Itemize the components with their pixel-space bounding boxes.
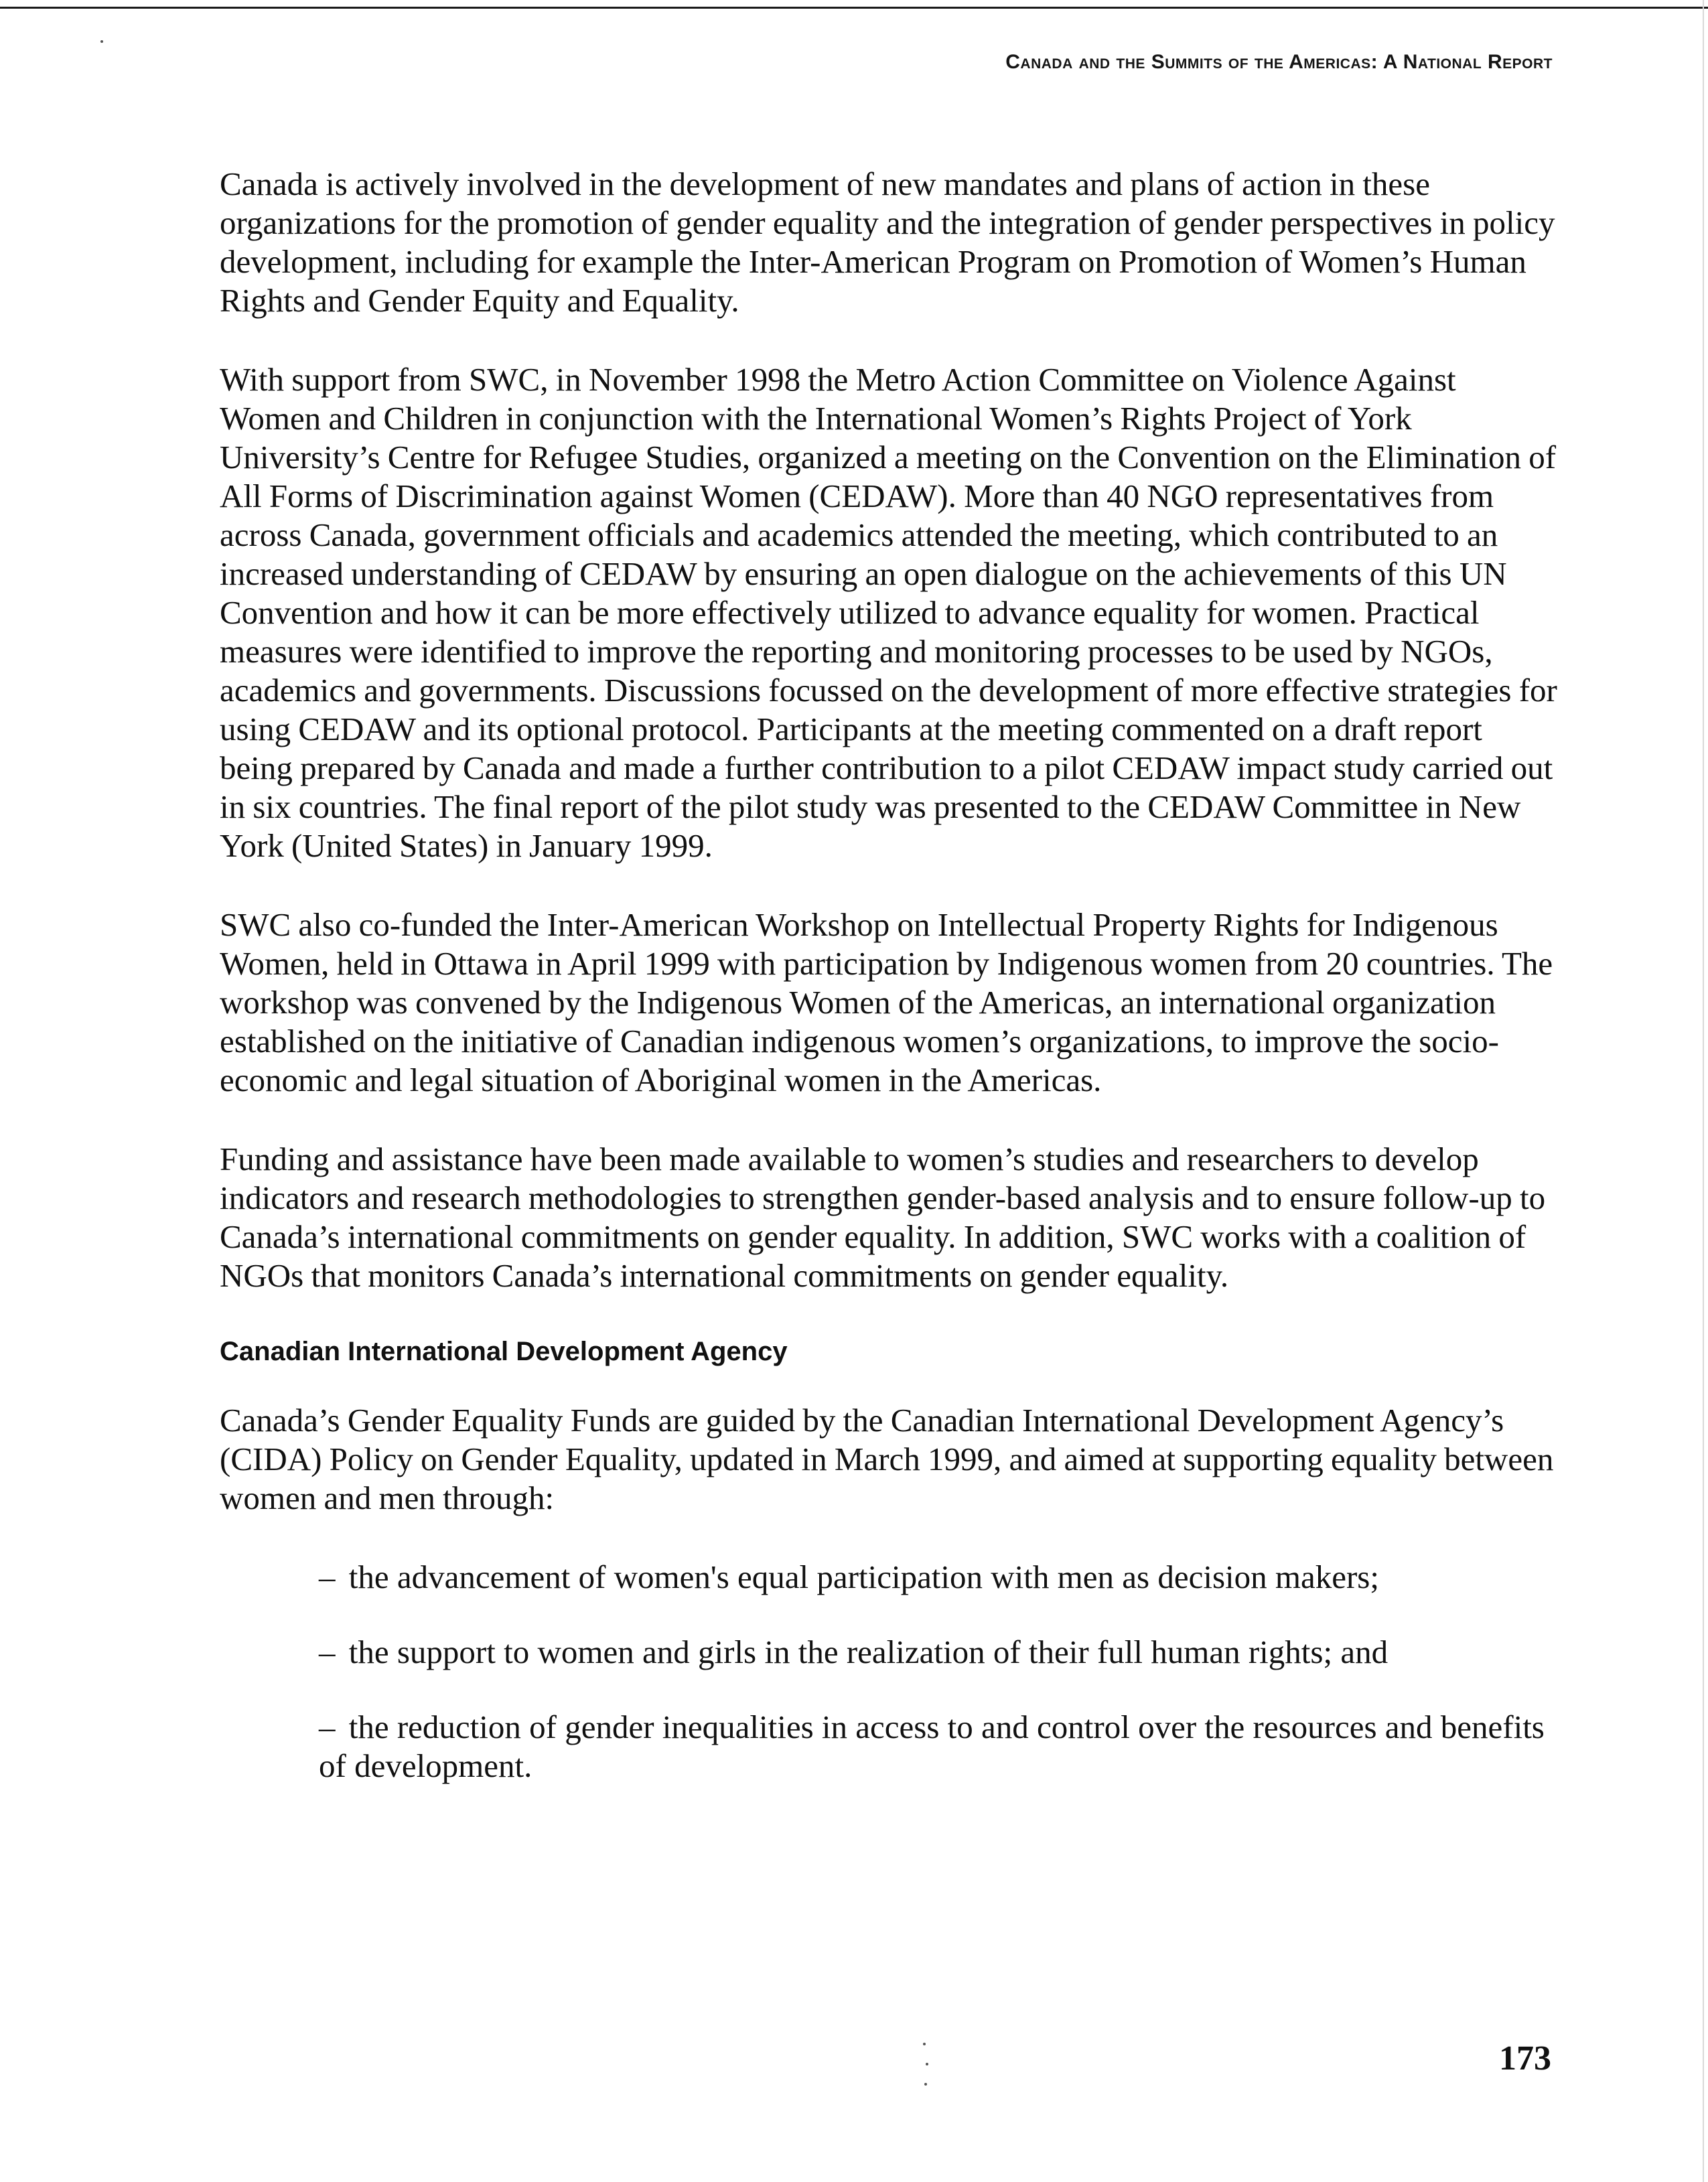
paragraph-indigenous-workshop: SWC also co-funded the Inter-American Workshop on Intellectual Property Rights for Indigenous Women, held in Ottawa in April 1999 with participation by Indigenous women from 20 countries. The workshop was convened by the Indigenous Women of the Americas, an international organization established on the initiative of Canadian indigenous women’s organizations, to improve the socio-economic and legal situation of Aboriginal women in the Americas.: [220, 906, 1553, 1098]
paragraph-gender-mandates: Canada is actively involved in the development of new mandates and plans of action in these organizations for the promotion of gender equality and the integration of gender perspectives in policy development, including for example the Inter-American Program on Promotion of Women’s Human Rights and Gender Equity and Equality.: [220, 165, 1555, 319]
paragraph-cida-intro: Canada’s Gender Equality Funds are guided by the Canadian International Development Agency’s (CIDA) Policy on Gender Equality, updated in March 1999, and aimed at supporting equality between women and men through:: [220, 1402, 1554, 1516]
list-item-text: the reduction of gender inequalities in access to and control over the resources and benefits of development.: [319, 1708, 1545, 1784]
list-item: [319, 1633, 1559, 1672]
page-body: [220, 165, 1559, 1822]
scan-edge: [1703, 0, 1704, 2182]
paragraph-funding-assistance: Funding and assistance have been made available to women’s studies and researchers to develop indicators and research methodologies to strengthen gender-based analysis and to ensure follow-up to Canada’s international commitments on gender equality. In addition, SWC works with a coalition of NGOs that monitors Canada’s international commitments on gender equality.: [220, 1141, 1546, 1294]
dash-marker: –: [319, 1558, 336, 1595]
bullet-list: [220, 1558, 1559, 1786]
page-number: 173: [1499, 2039, 1551, 2078]
scan-speck: [923, 2043, 926, 2045]
top-rule: [0, 7, 1708, 9]
paragraph-cedaw-meeting: With support from SWC, in November 1998 the Metro Action Committee on Violence Against Women and Children in conjunction with the International Women’s Rights Project of York University’s Centre for Refugee Studies, organized a meeting on the Convention on the Elimination of All Forms of Discrimination against Women (CEDAW). More than 40 NGO representatives from across Canada, government officials and academics attended the meeting, which contributed to an increased understanding of CEDAW by ensuring an open dialogue on the achievements of this UN Convention and how it can be more effectively utilized to advance equality for women. Practical measures were identified to improve the reporting and monitoring processes to be used by NGOs, academics and governments. Discussions focussed on the development of more effective strategies for using CEDAW and its optional protocol. Participants at the meeting commented on a draft report being prepared by Canada and made a further contribution to a pilot CEDAW impact study carried out in six countries. The final report of the pilot study was presented to the CEDAW Committee in New York (United States) in January 1999.: [220, 361, 1557, 864]
dash-marker: –: [319, 1708, 336, 1745]
scan-speck: [100, 40, 103, 43]
list-item-text: the advancement of women's equal participation with men as decision makers;: [348, 1558, 1379, 1595]
dash-marker: –: [319, 1633, 336, 1670]
list-item: [319, 1708, 1559, 1786]
running-header: Canada and the Summits of the Americas: A National Report: [1005, 51, 1553, 73]
list-item-text: the support to women and girls in the realization of their full human rights; and: [348, 1633, 1389, 1670]
scan-speck: [926, 2063, 928, 2065]
list-item: [319, 1558, 1559, 1597]
section-heading-cida: Canadian International Development Agency: [220, 1337, 788, 1366]
scan-speck: [924, 2083, 927, 2086]
